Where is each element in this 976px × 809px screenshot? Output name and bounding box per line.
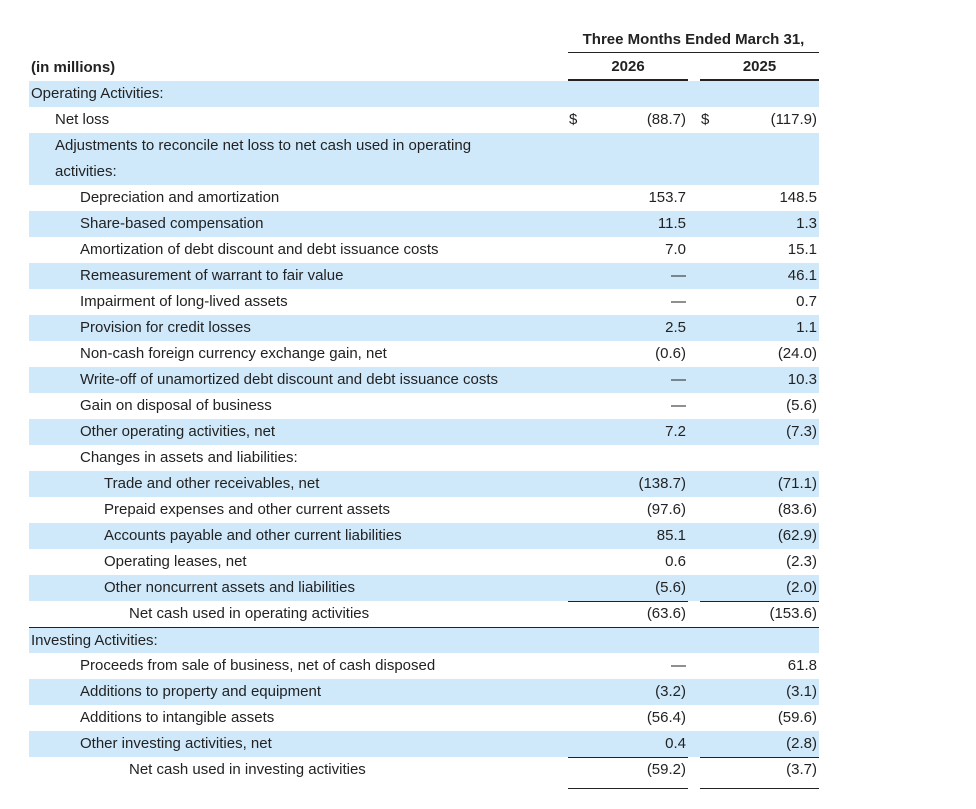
value-current: (5.6) [655,579,686,596]
value-prior: (3.1) [786,683,817,700]
value-current: (56.4) [646,709,686,726]
value-prior: (2.8) [786,735,817,752]
row-label: Additions to intangible assets [80,709,275,726]
table-row [29,575,819,601]
double-underline [700,788,819,789]
row-label: Investing Activities: [31,632,158,649]
value-current: — [671,267,686,284]
row-label: Other operating activities, net [80,423,276,440]
row-label: Depreciation and amortization [80,189,280,206]
value-current: 7.2 [665,423,686,440]
value-prior: 15.1 [787,241,817,258]
value-prior: (117.9) [770,111,817,128]
value-prior: (7.3) [786,423,817,440]
value-prior: 1.3 [796,215,817,232]
year-header-prior: 2025 [700,57,819,81]
table-row-total-investing [29,757,819,783]
row-label: Share-based compensation [80,215,264,232]
units-label: (in millions) [31,59,116,76]
value-current: 153.7 [648,189,686,206]
row-label: Adjustments to reconcile net loss to net cash used in operating activities: [55,137,472,180]
row-label: Gain on disposal of business [80,397,272,414]
row-label: Operating Activities: [31,85,164,102]
value-current: 11.5 [657,215,686,232]
currency-symbol: $ [569,111,578,128]
table-row-adjustments-heading [29,133,819,185]
statement-rows [29,81,819,783]
table-row [29,185,819,211]
value-current: (63.6) [646,605,686,622]
table-row [29,263,819,289]
value-prior: 46.1 [787,267,817,284]
table-row [29,653,819,679]
double-underline [568,788,688,789]
value-current: (59.2) [646,761,686,778]
value-prior: (2.3) [786,553,817,570]
row-label: Trade and other receivables, net [104,475,320,492]
table-row [29,705,819,731]
table-row-net-loss [29,107,819,133]
value-prior: 1.1 [796,319,817,336]
value-prior: (24.0) [777,345,817,362]
period-header: Three Months Ended March 31, [568,30,819,53]
value-current: 0.6 [665,553,686,570]
table-row [29,471,819,497]
currency-symbol: $ [701,111,710,128]
row-label: Impairment of long-lived assets [80,293,288,310]
row-label: Net loss [55,111,110,128]
row-label: Changes in assets and liabilities: [80,449,298,466]
row-label: Other investing activities, net [80,735,272,752]
value-current: 7.0 [665,241,686,258]
value-prior: (153.6) [769,605,817,622]
row-label: Net cash used in investing activities [129,761,366,778]
table-row [29,393,819,419]
value-current: (0.6) [655,345,686,362]
value-current: 85.1 [656,527,686,544]
table-row [29,679,819,705]
row-label: Net cash used in operating activities [129,605,370,622]
table-row [29,523,819,549]
value-current: (138.7) [638,475,686,492]
row-label: Operating leases, net [104,553,247,570]
table-row [29,211,819,237]
row-label: Other noncurrent assets and liabilities [104,579,355,596]
value-current: 2.5 [665,319,686,336]
row-label: Non-cash foreign currency exchange gain, net [80,345,387,362]
value-current: — [671,657,686,674]
value-current: (3.2) [655,683,686,700]
year-header-current: 2026 [568,57,688,81]
table-row [29,237,819,263]
value-current: (97.6) [646,501,686,518]
value-current: (88.7) [646,111,686,128]
row-label: Proceeds from sale of business, net of cash disposed [80,657,436,674]
value-prior: (62.9) [777,527,817,544]
value-prior: (3.7) [786,761,817,778]
section-heading-operating [29,81,819,107]
row-label: Prepaid expenses and other current assets [104,501,391,518]
table-row [29,419,819,445]
table-row [29,341,819,367]
value-current: — [671,397,686,414]
value-current: 0.4 [665,735,686,752]
row-label: Additions to property and equipment [80,683,321,700]
row-label: Accounts payable and other current liabilities [104,527,402,544]
row-label: Provision for credit losses [80,319,251,336]
value-prior: (59.6) [777,709,817,726]
table-row [29,367,819,393]
row-label: Remeasurement of warrant to fair value [80,267,344,284]
table-row [29,497,819,523]
row-label: Write-off of unamortized debt discount and debt issuance costs [80,371,499,388]
value-current: — [671,293,686,310]
table-row [29,315,819,341]
value-prior: 148.5 [779,189,817,206]
table-row [29,549,819,575]
section-heading-investing [29,627,819,653]
value-prior: 61.8 [787,657,817,674]
row-label: Amortization of debt discount and debt issuance costs [80,241,439,258]
value-prior: (2.0) [786,579,817,596]
value-current: — [671,371,686,388]
table-row [29,289,819,315]
value-prior: 0.7 [796,293,817,310]
subsection-heading-changes [29,445,819,471]
value-prior: (83.6) [777,501,817,518]
table-row-total-operating [29,601,819,627]
value-prior: (5.6) [786,397,817,414]
value-prior: (71.1) [777,475,817,492]
value-prior: 10.3 [787,371,817,388]
table-row [29,731,819,757]
